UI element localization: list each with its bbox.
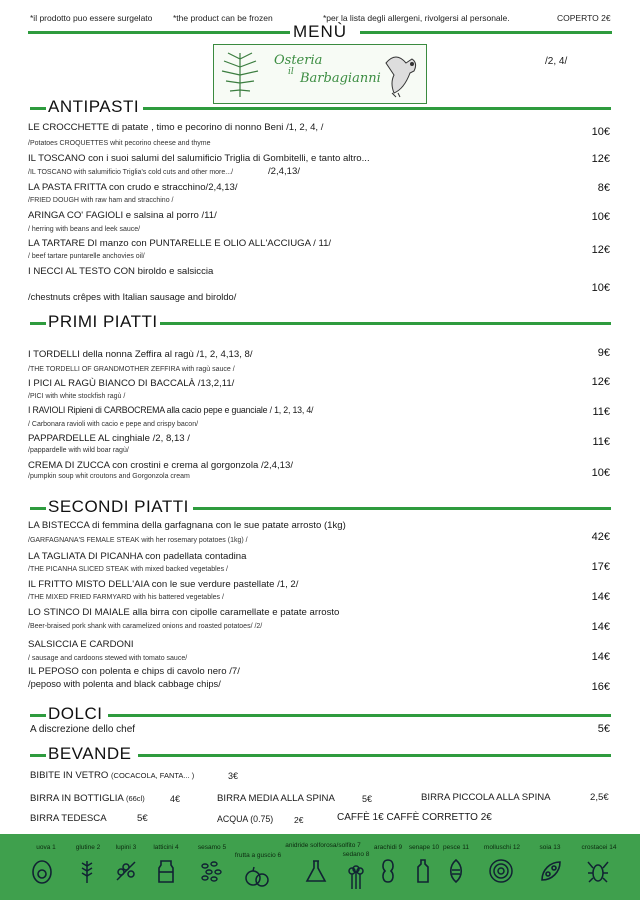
divider bbox=[138, 754, 611, 757]
primi-2-price: 12€ bbox=[591, 376, 610, 388]
mustard-icon bbox=[410, 858, 436, 884]
section-antipasti: ANTIPASTI bbox=[48, 97, 140, 116]
primi-2-desc: /PICI with white stockfish ragù / bbox=[28, 393, 126, 400]
bibite-price: 3€ bbox=[228, 771, 239, 781]
owl-icon bbox=[382, 49, 422, 99]
pine-branch-icon bbox=[218, 49, 262, 99]
section-secondi: SECONDI PIATTI bbox=[48, 497, 189, 516]
allergen-6-label: frutta a guscio 6 bbox=[234, 852, 282, 859]
primi-4-price: 11€ bbox=[592, 436, 610, 448]
divider bbox=[30, 322, 46, 325]
allergen-10-label: senape 10 bbox=[408, 844, 440, 851]
section-bevande: BEVANDE bbox=[48, 744, 132, 763]
primi-5-desc: /pumpkin soup whit croutons and Gorgonzola cream bbox=[28, 473, 190, 480]
soy-icon bbox=[538, 858, 564, 884]
secondi-4-name: LO STINCO DI MAIALE alla birra con cipolle caramellate e patate arrosto bbox=[28, 607, 340, 618]
allergen-13-label: soia 13 bbox=[539, 844, 561, 851]
antipasti-5-price: 12€ bbox=[591, 244, 610, 256]
allergen-note: *per la lista degli allergeni, rivolgersi al personale. bbox=[323, 13, 510, 23]
secondi-6-name: IL PEPOSO con polenta e chips di cavolo nero /7/ bbox=[28, 666, 240, 677]
antipasti-6-desc: /chestnuts crêpes with Italian sausage and biroldo/ bbox=[28, 292, 237, 302]
menu-title: MENÙ bbox=[292, 22, 348, 41]
primi-3-desc: / Carbonara ravioli with cacio e pepe and crispy bacon/ bbox=[28, 421, 199, 428]
primi-2-name: I PICI AL RAGÙ BIANCO DI BACCALÀ /13,2,11/ bbox=[28, 378, 235, 389]
bibite-item bbox=[30, 770, 194, 781]
allergen-footer bbox=[0, 834, 640, 900]
allergen-9-label: arachidi 9 bbox=[373, 844, 403, 851]
secondi-1-name: LA BISTECCA di femmina della garfagnana con le sue patate arrosto (1kg) bbox=[28, 520, 346, 531]
primi-5-name: CREMA DI ZUCCA con crostini e crema al gorgonzola /2,4,13/ bbox=[28, 460, 294, 471]
logo-text-il: il bbox=[288, 67, 294, 77]
allergen-11-label: pesce 11 bbox=[443, 844, 469, 851]
media-price: 5€ bbox=[362, 794, 373, 804]
antipasti-3-desc: /FRIED DOUGH with raw ham and stracchino / bbox=[28, 197, 174, 204]
bottiglia-note: (66cl) bbox=[125, 794, 145, 803]
antipasti-2-price: 12€ bbox=[591, 153, 610, 165]
divider bbox=[108, 714, 611, 717]
antipasti-4-price: 10€ bbox=[591, 211, 610, 223]
tedesca-name: BIRRA TEDESCA bbox=[30, 813, 107, 824]
acqua-name: ACQUA (0.75) bbox=[217, 814, 274, 824]
allergen-7-label: anidride solforosa/solfito 7 bbox=[285, 842, 361, 849]
antipasti-4-name: ARINGA CO' FAGIOLI e salsina al porro /11/ bbox=[28, 210, 217, 221]
antipasti-1-desc: /Potatoes CROQUETTES whit pecorino cheese and thyme bbox=[28, 140, 211, 147]
allergen-8-label: sedano 8 bbox=[342, 851, 370, 858]
frozen-note-en: *the product can be frozen bbox=[173, 13, 273, 23]
antipasti-5-desc: / beef tartare puntarelle anchovies oil/ bbox=[28, 253, 145, 260]
antipasti-2-name: IL TOSCANO con i suoi salumi del salumificio Triglia di Gombitelli, e tanto altro... bbox=[28, 153, 370, 164]
secondi-5-desc: / sausage and cardoons stewed with tomato sauce/ bbox=[28, 655, 188, 662]
antipasti-1-name: LE CROCCHETTE di patate , timo e pecorino di nonno Beni /1, 2, 4, / bbox=[28, 122, 324, 133]
nuts-icon bbox=[244, 864, 270, 890]
antipasti-3-name: LA PASTA FRITTA con crudo e stracchino/2,4,13/ bbox=[28, 182, 238, 193]
allergen-12-label: molluschi 12 bbox=[483, 844, 521, 851]
tedesca-price: 5€ bbox=[137, 813, 148, 824]
divider bbox=[193, 507, 611, 510]
sesame-icon bbox=[198, 858, 224, 884]
secondi-5-name: SALSICCIA E CARDONI bbox=[28, 639, 134, 650]
frozen-note-it: *il prodotto puo essere surgelato bbox=[30, 13, 153, 23]
antipasti-5-name: LA TARTARE DI manzo con PUNTARELLE E OLIO ALL'ACCIUGA / 11/ bbox=[28, 238, 332, 249]
secondi-5-price: 14€ bbox=[591, 651, 610, 663]
acqua-price: 2€ bbox=[294, 815, 304, 825]
primi-3-name: I RAVIOLI Ripieni di CARBOCREMA alla cacio pepe e guanciale / 1, 2, 13, 4/ bbox=[28, 405, 314, 415]
bottiglia-name: BIRRA IN BOTTIGLIA bbox=[30, 793, 124, 804]
divider bbox=[30, 754, 46, 757]
primi-4-name: PAPPARDELLE AL cinghiale /2, 8,13 / bbox=[28, 433, 190, 444]
primi-1-price: 9€ bbox=[597, 347, 610, 359]
allergen-1-label: uova 1 bbox=[36, 844, 56, 851]
crustacean-icon bbox=[585, 858, 611, 884]
bottiglia-price: 4€ bbox=[170, 794, 181, 804]
flask-icon bbox=[303, 858, 329, 884]
secondi-6-desc: /peposo with polenta and black cabbage chips/ bbox=[28, 679, 221, 689]
bibite-name: BIBITE IN VETRO bbox=[30, 770, 109, 781]
secondi-4-price: 14€ bbox=[591, 621, 610, 633]
secondi-2-name: LA TAGLIATA DI PICANHA con padellata contadina bbox=[28, 551, 247, 562]
celery-icon bbox=[343, 864, 369, 890]
antipasti-3-price: 8€ bbox=[597, 182, 610, 194]
lupin-icon bbox=[113, 858, 139, 884]
secondi-6-price: 16€ bbox=[591, 681, 610, 693]
logo-text-barbagianni: Barbagianni bbox=[300, 71, 381, 86]
mollusc-icon bbox=[488, 858, 514, 884]
antipasti-2-allergens: /2,4,13/ bbox=[268, 166, 301, 177]
section-dolci: DOLCI bbox=[48, 704, 103, 723]
fish-icon bbox=[443, 858, 469, 884]
logo-note: /2, 4/ bbox=[545, 56, 568, 67]
secondi-2-desc: /THE PICANHA SLICED STEAK with mixed backed vegetables / bbox=[28, 566, 228, 573]
bottiglia-item bbox=[30, 793, 145, 804]
divider bbox=[143, 107, 611, 110]
divider bbox=[30, 714, 46, 717]
allergen-14-label: crostacei 14 bbox=[581, 844, 617, 851]
antipasti-6-price: 10€ bbox=[591, 282, 610, 294]
allergen-4-label: latticini 4 bbox=[153, 844, 179, 851]
section-primi: PRIMI PIATTI bbox=[48, 312, 158, 331]
secondi-3-price: 14€ bbox=[591, 591, 610, 603]
primi-1-name: I TORDELLI della nonna Zeffira al ragù /1, 2, 4,13, 8/ bbox=[28, 349, 253, 360]
allergen-2-label: glutine 2 bbox=[75, 844, 101, 851]
piccola-price: 2,5€ bbox=[590, 792, 609, 803]
wheat-icon bbox=[74, 858, 100, 884]
primi-5-price: 10€ bbox=[591, 467, 610, 479]
primi-1-desc: /THE TORDELLI OF GRANDMOTHER ZEFFIRA with ragù sauce / bbox=[28, 366, 235, 373]
primi-3-price: 11€ bbox=[592, 406, 610, 418]
secondi-3-desc: /THE MIXED FRIED FARMYARD with his battered vegetables / bbox=[28, 594, 224, 601]
milk-icon bbox=[153, 858, 179, 884]
antipasti-4-desc: / herring with beans and leek sauce/ bbox=[28, 226, 141, 233]
peanut-icon bbox=[375, 858, 401, 884]
dolci-name: A discrezione dello chef bbox=[30, 724, 136, 735]
egg-icon bbox=[29, 858, 55, 884]
caffe-item: CAFFÈ 1€ CAFFÈ CORRETTO 2€ bbox=[337, 812, 492, 823]
antipasti-6-name: I NECCI AL TESTO CON biroldo e salsiccia bbox=[28, 266, 214, 277]
bibite-note: (COCACOLA, FANTA... ) bbox=[111, 771, 195, 780]
divider bbox=[160, 322, 611, 325]
primi-4-desc: /pappardelle with wild boar ragù/ bbox=[28, 447, 129, 454]
secondi-1-desc: /GARFAGNANA'S FEMALE STEAK with her rosemary potatoes (1kg) / bbox=[28, 537, 248, 544]
secondi-1-price: 42€ bbox=[591, 531, 610, 543]
antipasti-2-desc: /IL TOSCANO with salumificio Triglia's cold cuts and other more.../ bbox=[28, 169, 234, 176]
secondi-2-price: 17€ bbox=[591, 561, 610, 573]
divider bbox=[30, 507, 46, 510]
dolci-price: 5€ bbox=[597, 723, 610, 735]
restaurant-logo bbox=[213, 44, 427, 104]
cover-charge: COPERTO 2€ bbox=[557, 13, 611, 23]
logo-text-osteria: Osteria bbox=[274, 53, 323, 68]
divider bbox=[30, 107, 46, 110]
secondi-3-name: IL FRITTO MISTO DELL'AIA con le sue verdure pastellate /1, 2/ bbox=[28, 579, 299, 590]
piccola-name: BIRRA PICCOLA ALLA SPINA bbox=[421, 792, 551, 803]
media-name: BIRRA MEDIA ALLA SPINA bbox=[217, 793, 335, 804]
allergen-5-label: sesamo 5 bbox=[197, 844, 227, 851]
allergen-3-label: lupini 3 bbox=[115, 844, 137, 851]
antipasti-1-price: 10€ bbox=[591, 126, 610, 138]
secondi-4-desc: /Beer-braised pork shank with caramelized onions and roasted potatoes/ /2/ bbox=[28, 623, 263, 630]
